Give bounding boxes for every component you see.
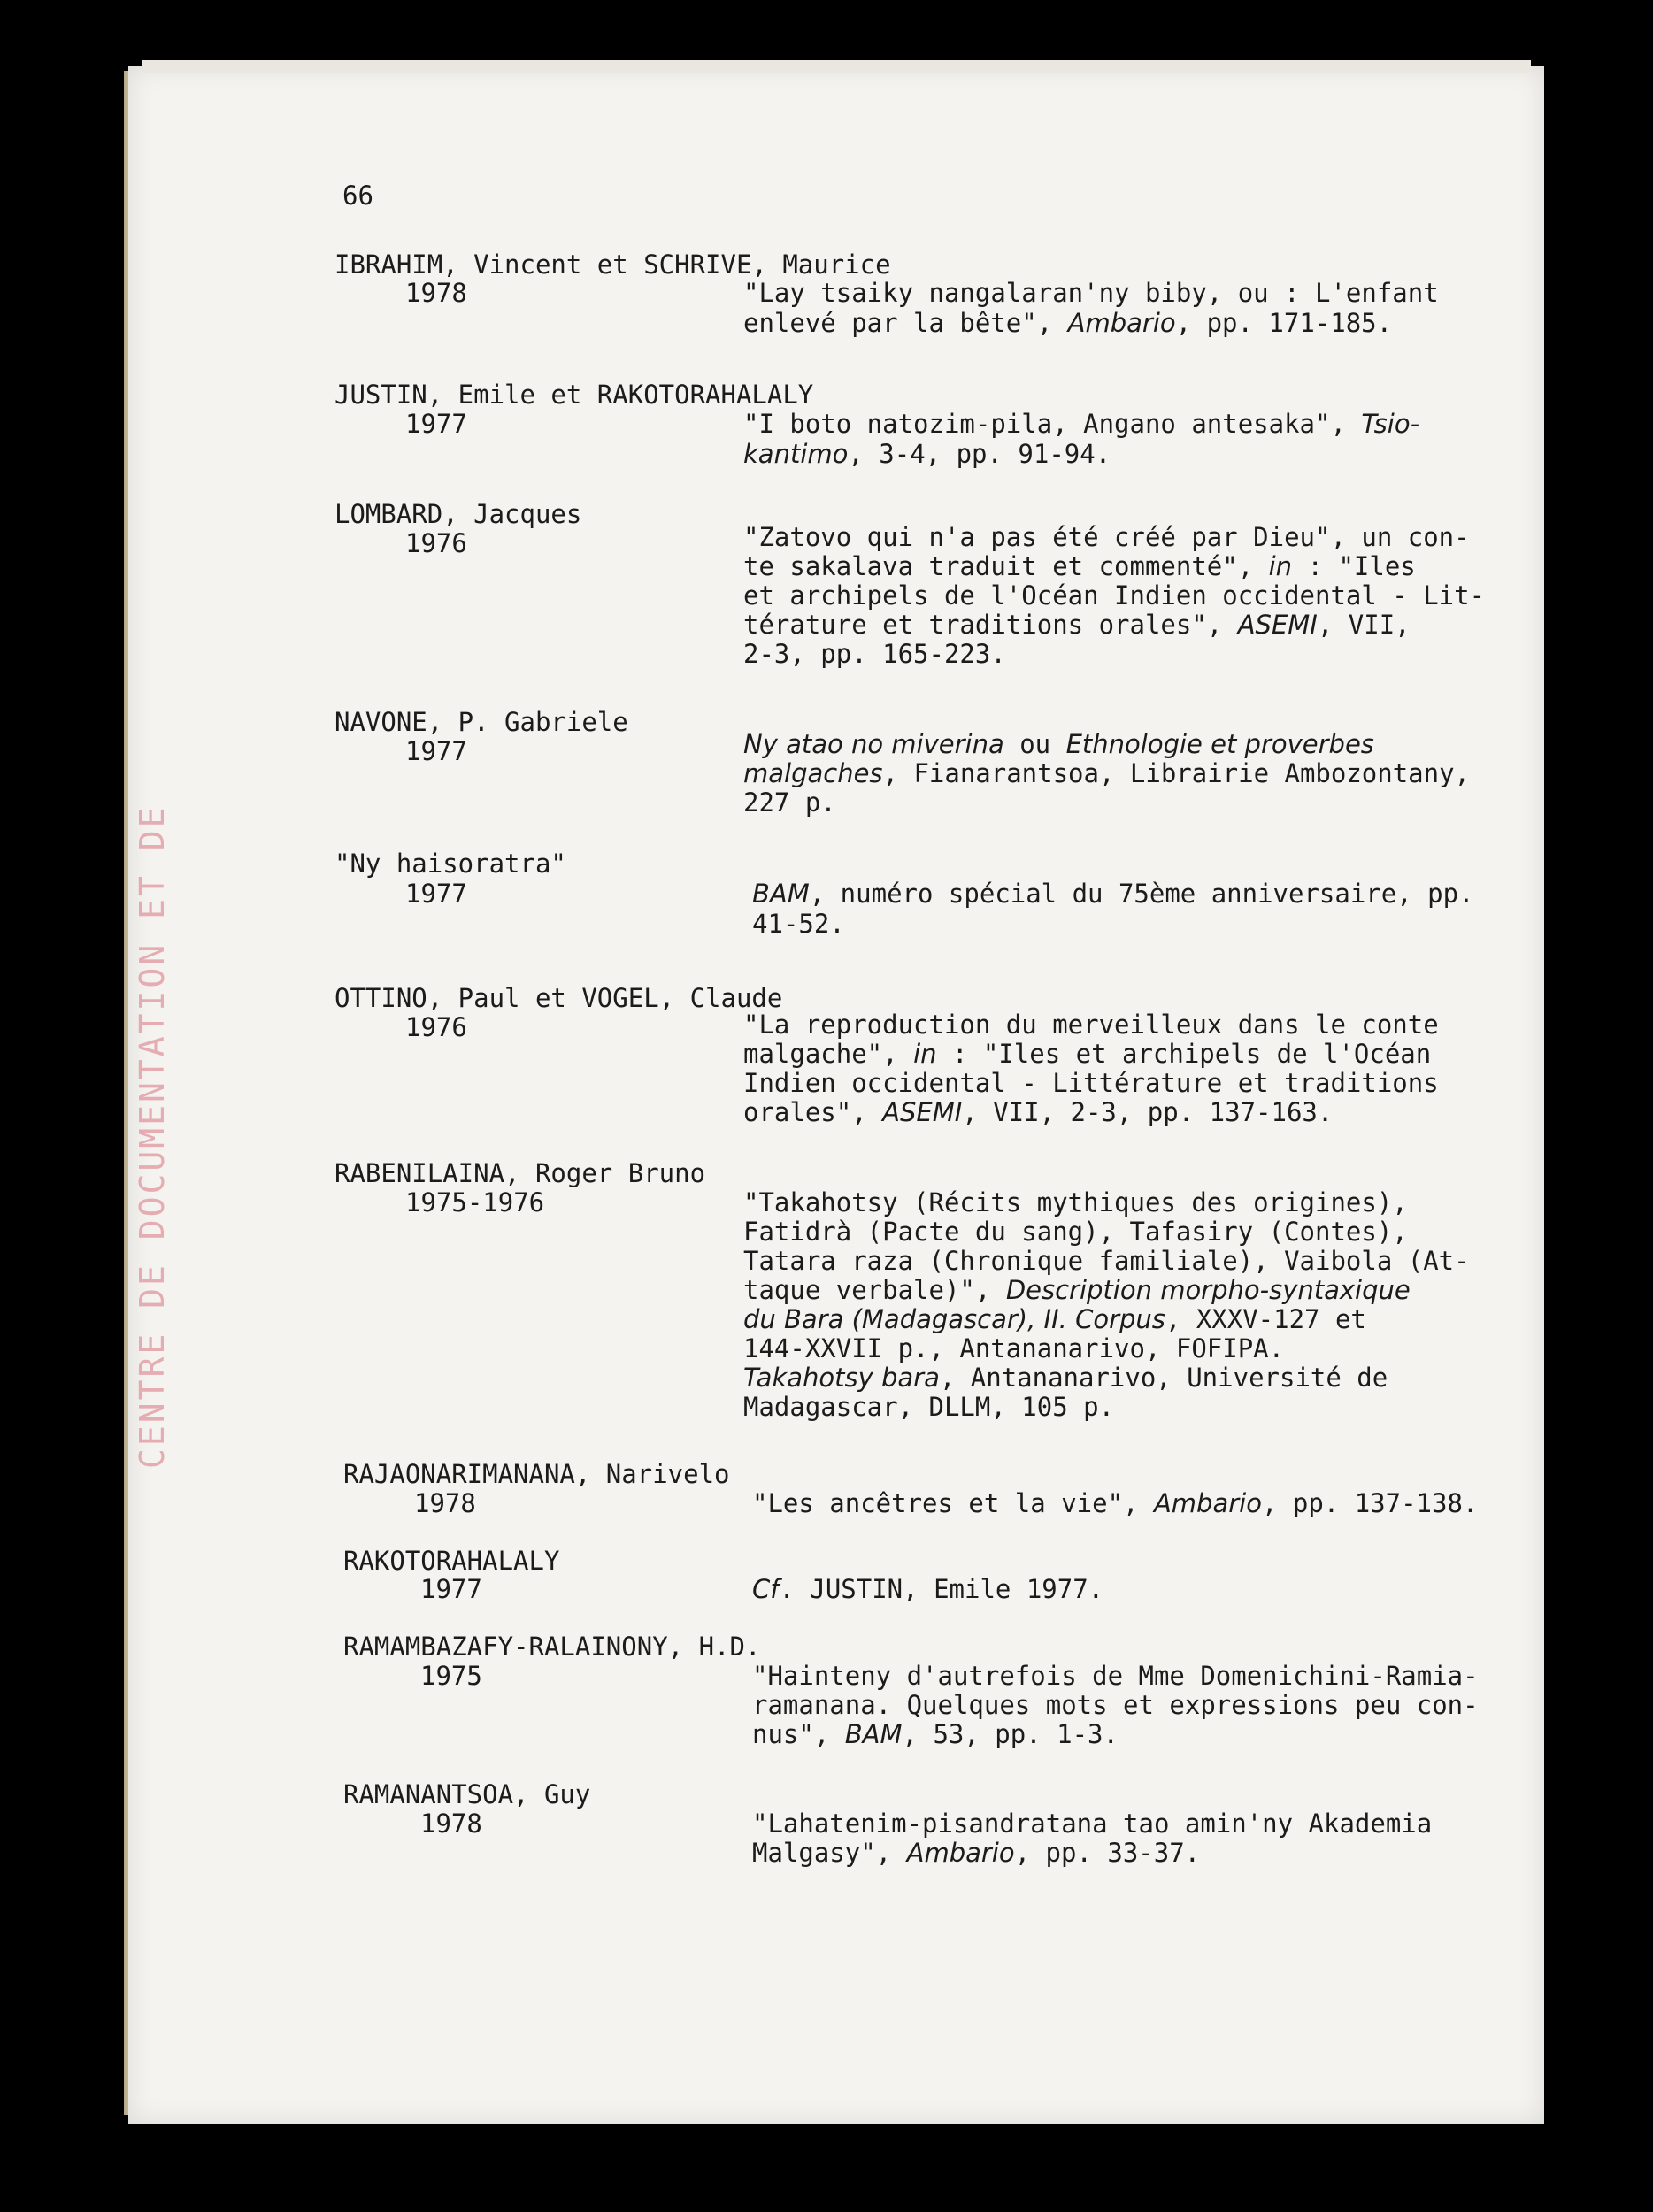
entry-text-line: 227 p. — [743, 787, 836, 818]
entry-author: OTTINO, Paul et VOGEL, Claude — [334, 983, 783, 1013]
entry-text-line: orales", ASEMI, VII, 2-3, pp. 137-163. — [743, 1097, 1334, 1127]
entry-year: 1977 — [405, 736, 467, 766]
entry-text-line: "I boto natozim-pila, Angano antesaka", Tsio- — [743, 409, 1420, 439]
entry-author: IBRAHIM, Vincent et SCHRIVE, Maurice — [334, 250, 891, 280]
entry-text-line: Indien occidental - Littérature et traditions — [743, 1068, 1439, 1098]
entry-text-line: Cf. JUSTIN, Emile 1977. — [752, 1574, 1104, 1604]
page-number: 66 — [342, 180, 373, 211]
entry-year: 1978 — [414, 1488, 476, 1518]
entry-text-line: Madagascar, DLLM, 105 p. — [743, 1392, 1115, 1422]
entry-author: RABENILAINA, Roger Bruno — [334, 1158, 706, 1188]
entry-text-line: te sakalava traduit et commenté", in : "Iles — [743, 551, 1416, 581]
entry-text-line: kantimo, 3-4, pp. 91-94. — [743, 439, 1111, 469]
entry-year: 1978 — [420, 1809, 482, 1839]
entry-text-line: ramanana. Quelques mots et expressions peu con- — [752, 1690, 1479, 1720]
entry-author: RAJAONARIMANANA, Narivelo — [343, 1459, 730, 1489]
entry-author: LOMBARD, Jacques — [334, 499, 582, 529]
entry-text-line: 41-52. — [752, 909, 845, 939]
entry-author: RAKOTORAHALALY — [343, 1546, 560, 1576]
entry-year: 1976 — [405, 1012, 467, 1042]
entry-text-line: malgache", in : "Iles et archipels de l'Océan — [743, 1039, 1432, 1069]
entry-year: 1975-1976 — [405, 1187, 545, 1217]
entry-year: 1976 — [405, 528, 467, 558]
entry-year: 1975 — [420, 1661, 482, 1691]
entry-text-line: Takahotsy bara, Antananarivo, Université de — [743, 1363, 1388, 1393]
entry-text-line: Fatidrà (Pacte du sang), Tafasiry (Contes), — [743, 1217, 1408, 1247]
entry-author: NAVONE, P. Gabriele — [334, 707, 628, 737]
entry-text-line: enlevé par la bête", Ambario, pp. 171-185. — [743, 308, 1393, 338]
entry-text-line: 2-3, pp. 165-223. — [743, 639, 1006, 669]
entry-text-line: et archipels de l'Océan Indien occidental - Lit- — [743, 580, 1486, 611]
entry-text-line: térature et traditions orales", ASEMI, VII, — [743, 610, 1411, 640]
entry-text-line: "Zatovo qui n'a pas été créé par Dieu", un con- — [743, 522, 1470, 552]
entry-text-line: nus", BAM, 53, pp. 1-3. — [752, 1719, 1119, 1749]
entry-year: 1978 — [405, 278, 467, 308]
entry-text-line: BAM, numéro spécial du 75ème anniversaire, pp. — [752, 879, 1474, 909]
library-stamp: CENTRE DE DOCUMENTATION ET DE — [133, 804, 172, 1469]
entry-text-line: malgaches, Fianarantsoa, Librairie Ambozontany, — [743, 758, 1471, 788]
entry-text-line: "Lay tsaiky nangalaran'ny biby, ou : L'enfant — [743, 278, 1439, 308]
entry-year: 1977 — [420, 1574, 482, 1604]
entry-text-line: taque verbale)", Description morpho-syntaxique — [743, 1275, 1411, 1305]
entry-author: RAMAMBAZAFY-RALAINONY, H.D. — [343, 1632, 761, 1662]
entry-text-line: "Les ancêtres et la vie", Ambario, pp. 137-138. — [752, 1488, 1479, 1518]
entry-text-line: Malgasy", Ambario, pp. 33-37. — [752, 1838, 1201, 1868]
entry-text-line: "Hainteny d'autrefois de Mme Domenichini-Ramia- — [752, 1661, 1479, 1691]
entry-author: JUSTIN, Emile et RAKOTORAHALALY — [334, 380, 814, 410]
entry-author: "Ny haisoratra" — [334, 849, 566, 879]
entry-year: 1977 — [405, 879, 467, 909]
entry-text-line: Tatara raza (Chronique familiale), Vaibola (At- — [743, 1246, 1470, 1276]
entry-text-line: du Bara (Madagascar), II. Corpus, XXXV-127 et — [743, 1304, 1366, 1334]
entry-text-line: "Takahotsy (Récits mythiques des origines), — [743, 1187, 1408, 1217]
entry-text-line: "La reproduction du merveilleux dans le conte — [743, 1010, 1439, 1040]
entry-text-line: "Lahatenim-pisandratana tao amin'ny Akademia — [752, 1809, 1433, 1839]
entry-text-line: 144-XXVII p., Antananarivo, FOFIPA. — [743, 1333, 1285, 1363]
entry-text-line: Ny atao no miverina ou Ethnologie et proverbes — [743, 729, 1374, 759]
page-top-edge — [142, 60, 1531, 73]
entry-author: RAMANANTSOA, Guy — [343, 1779, 591, 1809]
entry-year: 1977 — [405, 409, 467, 439]
